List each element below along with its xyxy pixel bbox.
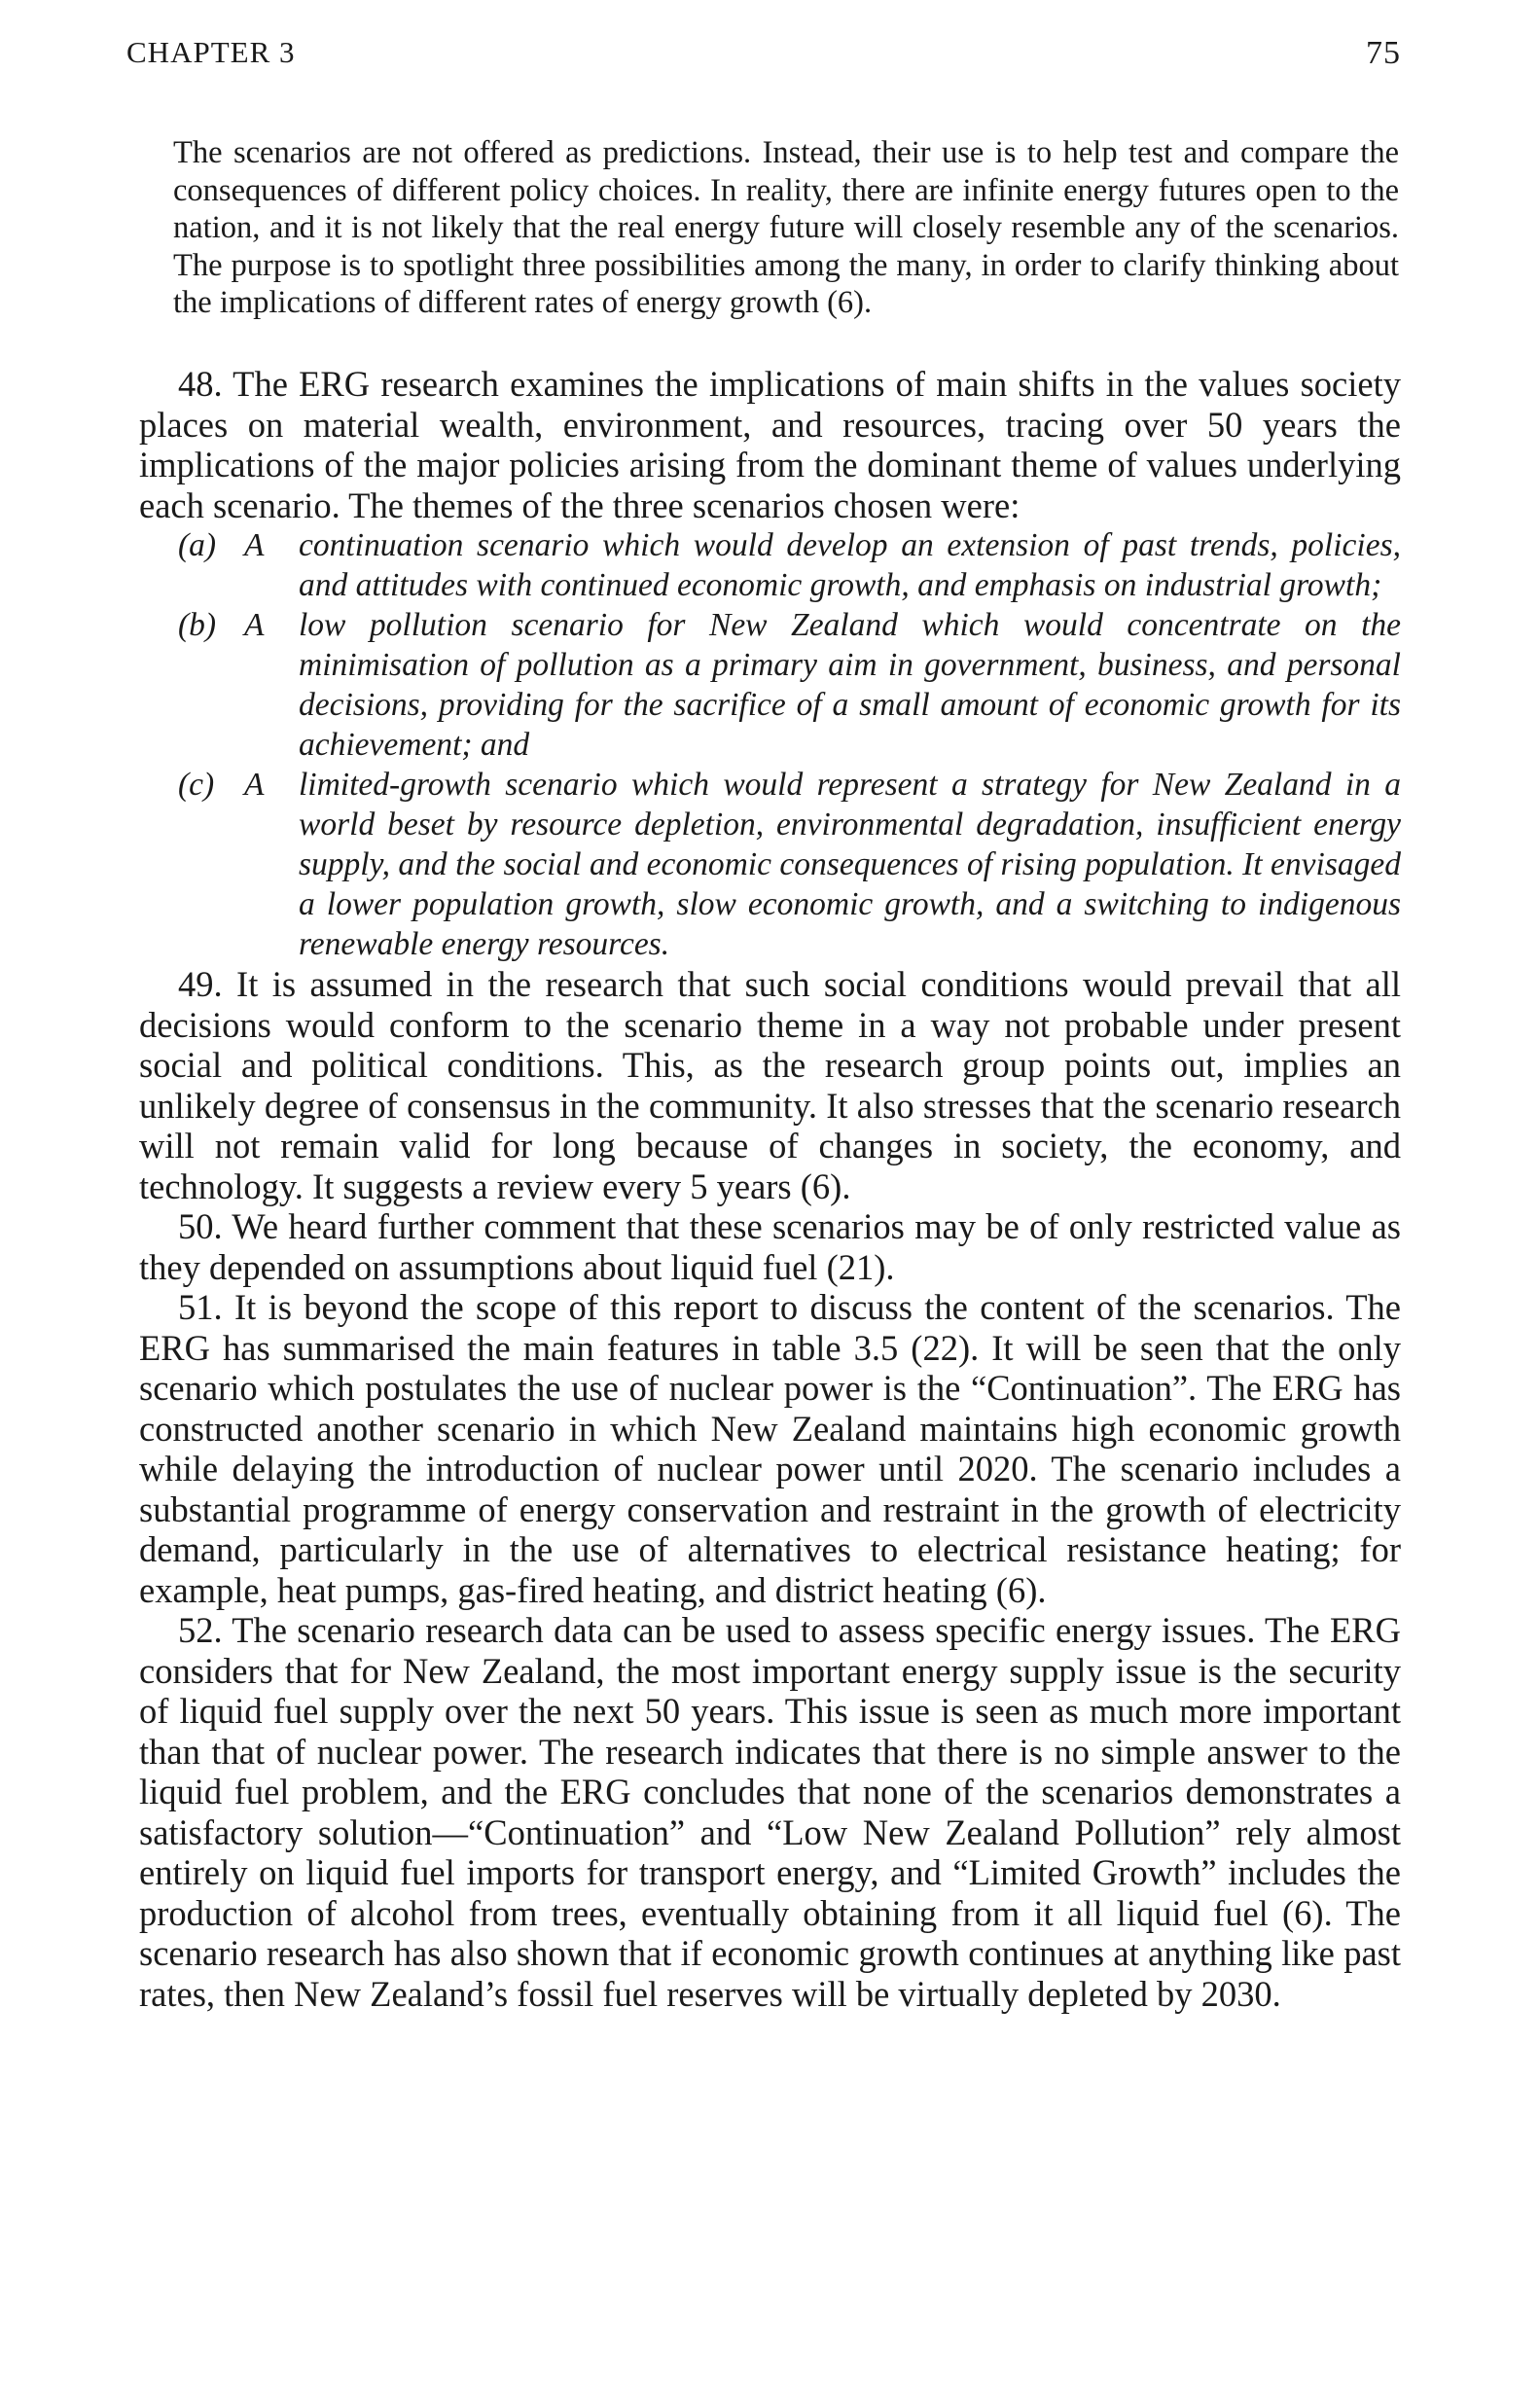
running-head <box>126 35 1401 78</box>
list-lead-word: A <box>244 607 265 643</box>
list-marker: (b) <box>178 607 217 643</box>
body-text <box>139 364 1401 2014</box>
list-lead-word: A <box>244 767 265 803</box>
list-lead-word: A <box>244 527 265 563</box>
page-number: 75 <box>1366 35 1401 71</box>
paragraph-51: 51. It is beyond the scope of this report to discuss the content of the scenarios. The ERG has summarised the main features in table 3.5 (22). It will be seen that the only scenario which postulates the use of nuclear power is the “Continuation”. The ERG has constructed another scenario in which New Zealand maintains high economic growth while delaying the introduction of nuclear power until 2020. The scenario includes a substantial programme of energy conservation and restraint in the growth of electricity demand, particularly in the use of alternatives to electrical resistance heating; for example, heat pumps, gas-fired heating, and district heating (6). <box>139 1287 1401 1610</box>
paragraph-49: 49. It is assumed in the research that such social conditions would prevail that all decisions would conform to the scenario theme in a way not probable under present social and political conditions. This, as the research group points out, implies an unlikely degree of consensus in the community. It also stresses that the scenario research will not remain valid for long because of changes in society, the economy, and technology. It suggests a review every 5 years (6). <box>139 964 1401 1206</box>
chapter-heading: CHAPTER 3 <box>126 35 296 69</box>
block-quote: The scenarios are not offered as predictions. Instead, their use is to help test and compare the consequences of different policy choices. In reality, there are infinite energy futures open to the nation, and it is not likely that the real energy future will closely resemble any of the scenarios. The purpose is to spotlight three possibilities among the many, in order to clarify thinking about the implications of different rates of energy growth (6). <box>173 135 1399 320</box>
scenario-item <box>139 525 1401 605</box>
list-marker: (c) <box>178 767 215 803</box>
paragraph-52: 52. The scenario research data can be used to assess specific energy issues. The ERG considers that for New Zealand, the most important energy supply issue is the security of liquid fuel supply over the next 50 years. This issue is seen as much more important than that of nuclear power. The research indicates that there is no simple answer to the liquid fuel problem, and the ERG concludes that none of the scenarios demonstrates a satisfactory solution—“Continuation” and “Low New Zealand Pollution” rely almost entirely on liquid fuel imports for transport energy, and “Limited Growth” includes the production of alcohol from trees, eventually obtaining from it all liquid fuel (6). The scenario research has also shown that if economic growth continues at anything like past rates, then New Zealand’s fossil fuel reserves will be virtually depleted by 2030. <box>139 1610 1401 2014</box>
scenario-item <box>139 605 1401 765</box>
scenario-text: low pollution scenario for New Zealand which would concentrate on the minimisation of pollution as a primary aim in government, business, and personal decisions, providing for the sacrifice of a small amount of economic growth for its achievement; and <box>299 607 1401 763</box>
paragraph-48: 48. The ERG research examines the implications of main shifts in the values society places on material wealth, environment, and resources, tracing over 50 years the implications of the major policies arising from the dominant theme of values underlying each scenario. The themes of the three scenarios chosen were: <box>139 364 1401 525</box>
paragraph-50: 50. We heard further comment that these scenarios may be of only restricted value as they depended on assumptions about liquid fuel (21). <box>139 1206 1401 1287</box>
list-marker: (a) <box>178 527 217 563</box>
scenario-text: continuation scenario which would develop an extension of past trends, policies, and attitudes with continued economic growth, and emphasis on industrial growth; <box>299 527 1401 603</box>
scenario-item <box>139 765 1401 964</box>
scenario-list <box>139 525 1401 964</box>
scenario-text: limited-growth scenario which would represent a strategy for New Zealand in a world beset by resource depletion, environmental degradation, insufficient energy supply, and the social and economic consequences of rising population. It envisaged a lower population growth, slow economic growth, and a switching to indigenous renewable energy resources. <box>299 767 1401 962</box>
